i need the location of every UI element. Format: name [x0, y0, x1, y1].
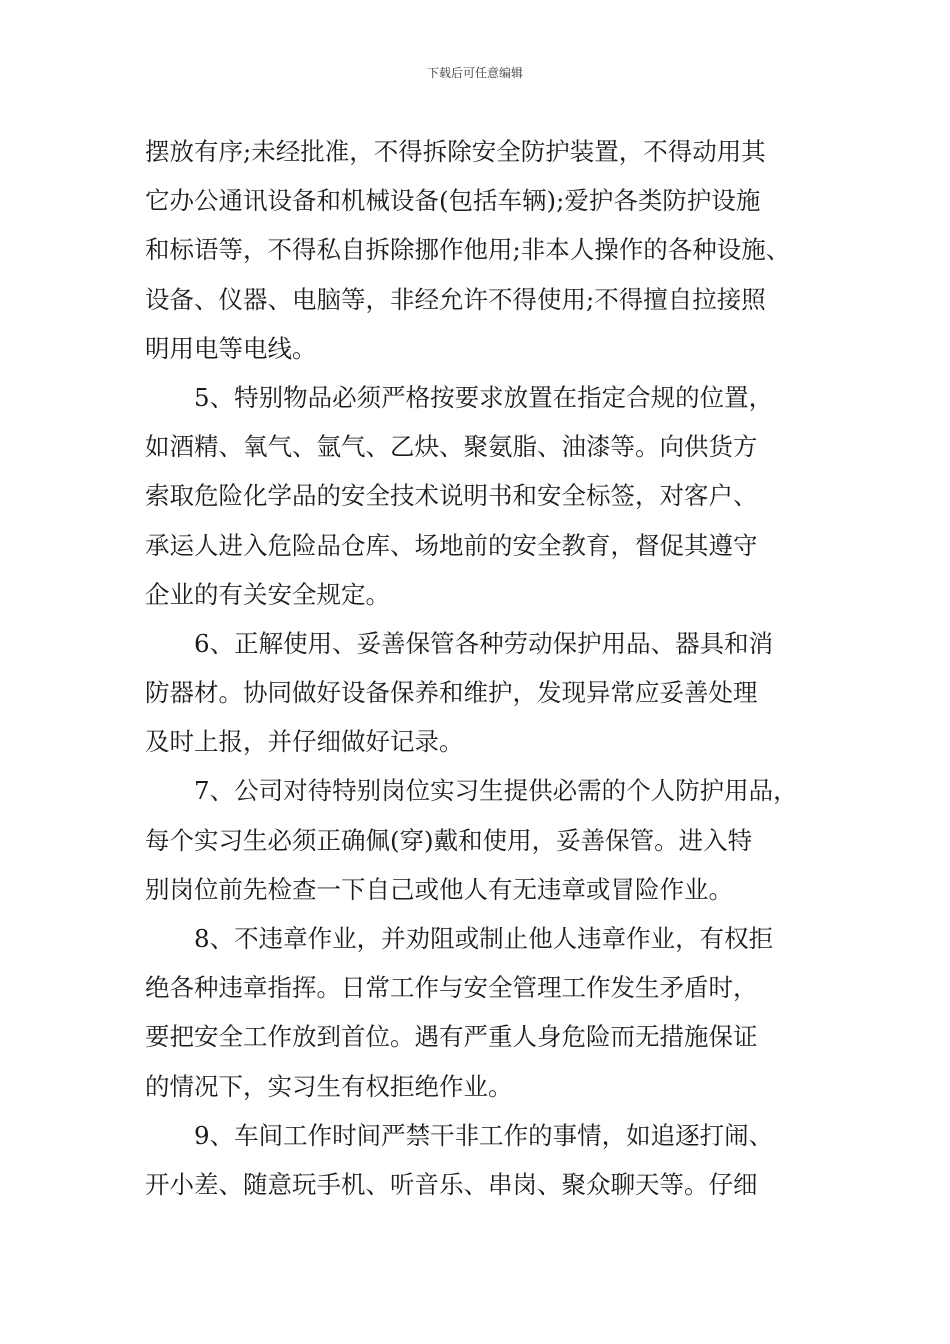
text-line-18: 绝各种违章指挥。日常工作与安全管理工作发生矛盾时， — [145, 973, 758, 1003]
text-line-8: 索取危险化学品的安全技术说明书和安全标签，对客户、 — [145, 481, 758, 511]
text-line-2: 它办公通讯设备和机械设备(包括车辆);爱护各类防护设施 — [145, 186, 761, 216]
text-line-5: 明用电等电线。 — [145, 333, 317, 363]
paragraph-5-start: 5、特别物品必须严格按要求放置在指定合规的位置， — [194, 382, 774, 412]
page-header: 下载后可任意编辑 — [426, 66, 523, 80]
text-line-4: 设备、仪器、电脑等，非经允许不得使用;不得擅自拉接照 — [145, 284, 766, 314]
paragraph-6-start: 6、正解使用、妥善保管各种劳动保护用品、器具和消 — [194, 628, 774, 658]
text-line-19: 要把安全工作放到首位。遇有严重人身危险而无措施保证 — [145, 1022, 758, 1052]
text-line-10: 企业的有关安全规定。 — [145, 579, 390, 609]
text-line-20: 的情况下，实习生有权拒绝作业。 — [145, 1071, 513, 1101]
paragraph-9-start: 9、车间工作时间严禁干非工作的事情，如追逐打闹、 — [194, 1120, 774, 1150]
text-line-13: 及时上报，并仔细做好记录。 — [145, 727, 464, 757]
text-line-9: 承运人进入危险品仓库、场地前的安全教育，督促其遵守 — [145, 530, 758, 560]
text-line-16: 别岗位前先检查一下自己或他人有无违章或冒险作业。 — [145, 874, 733, 904]
document-body — [145, 127, 825, 1209]
paragraph-8-start: 8、不违章作业，并劝阻或制止他人违章作业，有权拒 — [194, 924, 774, 953]
text-line-22: 开小差、随意玩手机、听音乐、串岗、聚众聊天等。仔细 — [145, 1169, 758, 1199]
paragraph-7-start: 7、公司对待特别岗位实习生提供必需的个人防护用品， — [194, 776, 798, 806]
text-line-7: 如酒精、氧气、氩气、乙炔、聚氨脂、油漆等。向供货方 — [145, 432, 758, 462]
text-line-1: 摆放有序;未经批准，不得拆除安全防护装置，不得动用其 — [145, 137, 766, 166]
text-line-15: 每个实习生必须正确佩(穿)戴和使用，妥善保管。进入特 — [145, 825, 753, 855]
text-line-12: 防器材。协同做好设备保养和维护，发现异常应妥善处理 — [145, 678, 758, 708]
text-line-3: 和标语等，不得私自拆除挪作他用;非本人操作的各种设施、 — [145, 235, 791, 265]
